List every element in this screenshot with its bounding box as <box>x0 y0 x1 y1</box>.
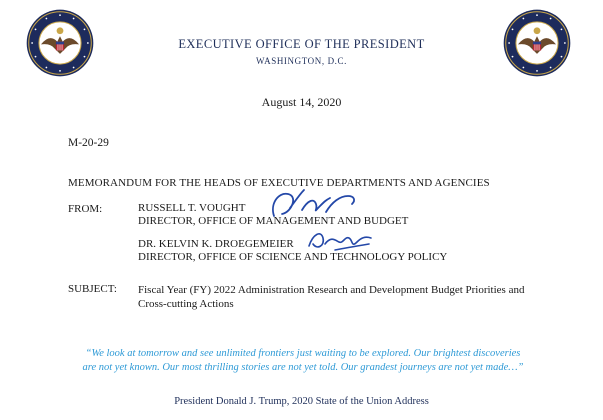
from-label: FROM: <box>68 203 103 215</box>
signer-1-name: RUSSELL T. VOUGHT <box>138 202 246 214</box>
signature-vought <box>268 186 360 224</box>
signature-droegemeier <box>305 226 375 256</box>
signer-2-title: DIRECTOR, OFFICE OF SCIENCE AND TECHNOLOGY POLICY <box>138 251 448 263</box>
subject-label: SUBJECT: <box>68 283 117 295</box>
signer-1-title: DIRECTOR, OFFICE OF MANAGEMENT AND BUDGET <box>138 215 409 227</box>
quote-attribution: President Donald J. Trump, 2020 State of the Union Address <box>174 396 429 407</box>
sotu-quote: “We look at tomorrow and see unlimited frontiers just waiting to be explored. Our brightest discoveries are not yet known. Our most thrilling stories are not yet told. Our grandest journeys are not yet made…” <box>82 348 524 373</box>
office-title: EXECUTIVE OFFICE OF THE PRESIDENT <box>178 37 425 51</box>
subject-text: Fiscal Year (FY) 2022 Administration Research and Development Budget Priorities and Cross-cutting Actions <box>138 284 525 310</box>
signer-2-name: DR. KELVIN K. DROEGEMEIER <box>138 238 294 250</box>
from-signer-2 <box>138 238 447 264</box>
office-city: WASHINGTON, D.C. <box>256 56 347 66</box>
memo-number: M-20-29 <box>68 137 109 149</box>
memo-heading: MEMORANDUM FOR THE HEADS OF EXECUTIVE DEPARTMENTS AND AGENCIES <box>68 177 490 189</box>
memo-date: August 14, 2020 <box>261 95 342 109</box>
